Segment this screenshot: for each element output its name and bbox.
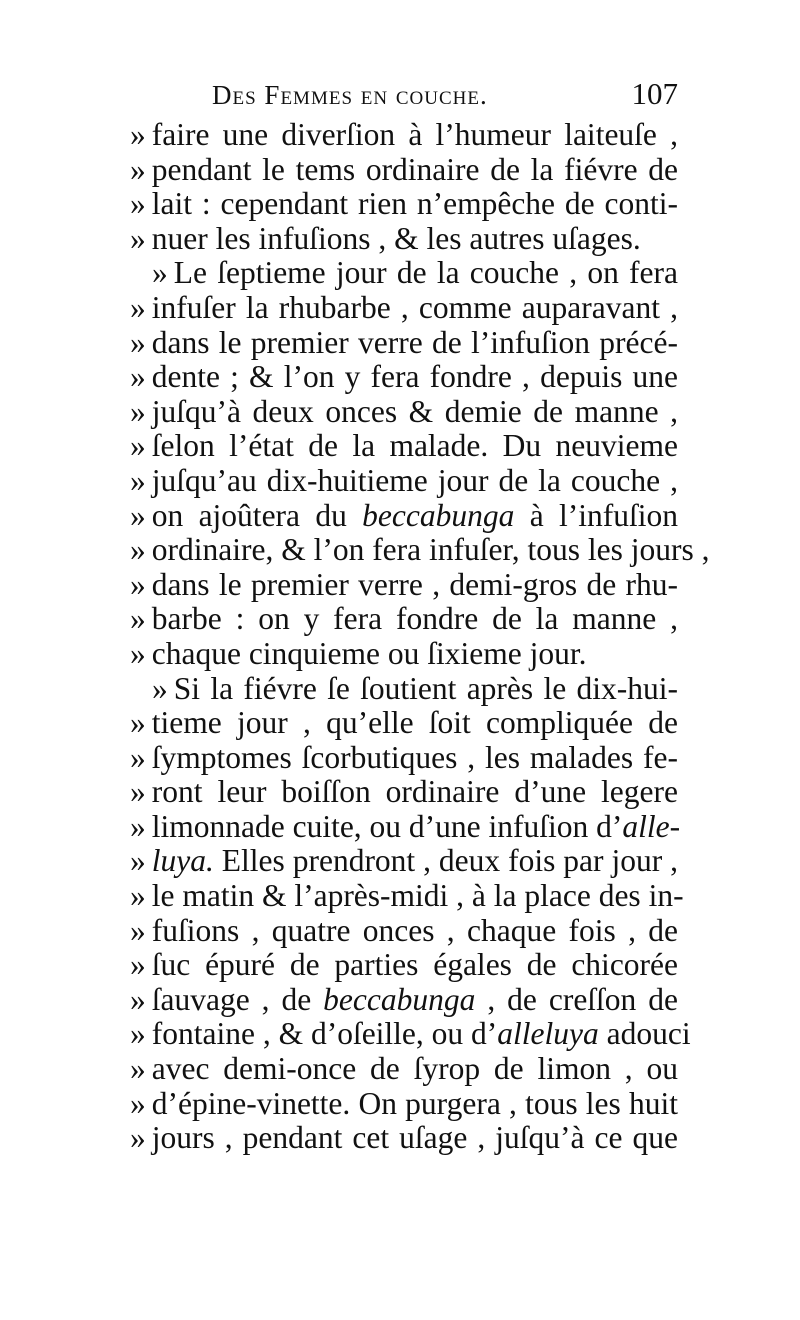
quote-mark: » [130,117,146,152]
line-text: chaque cinquieme ou ſixieme jour. [151,635,587,671]
text-line [130,326,678,361]
line-text: infuſer la rhubarbe , comme auparavant , [151,289,678,325]
quote-mark: » [130,1016,146,1052]
line-text: ront leur boiſſon ordinaire d’une legere [151,774,678,810]
line-text: limonnade cuite, ou d’une infuſion d’ [151,808,623,844]
text-line [130,983,678,1018]
quote-mark: » [130,601,146,637]
line-text: juſqu’au dix-huitieme jour de la couche , [151,462,678,498]
line-text: ordinaire, & l’on fera infuſer, tous les jours , [151,532,710,568]
quote-mark: » [130,912,146,948]
italic-text: alleluya [497,1016,599,1052]
text-line [130,741,678,776]
quote-mark: » [130,774,146,810]
line-text: ſymptomes ſcorbutiques , les malades fe- [151,739,678,775]
running-title: Des Femmes en couche. [212,80,488,110]
text-line [130,602,678,637]
italic-text: beccabunga [323,981,476,1017]
quote-mark: » [130,186,146,222]
text-line [130,256,678,291]
text-line [130,187,678,222]
line-text: fuſions , quatre onces , chaque fois , de [151,912,678,948]
line-text: avec demi-once de ſyrop de limon , ou [151,1051,678,1087]
text-line [130,360,678,395]
quote-mark: » [130,808,146,844]
text-line [130,948,678,983]
quote-mark: » [130,393,146,429]
quote-mark: » [130,324,146,360]
text-line [130,878,684,914]
text-line [130,118,678,153]
line-text: Elles prendront , deux fois par jour , [213,843,678,879]
quote-mark: » [130,151,146,187]
text-line [130,1052,678,1087]
text-line [130,775,678,810]
line-text: fontaine , & d’oſeille, ou d’ [151,1016,498,1052]
line-text: nuer les infuſions , & les autres uſages. [151,220,641,256]
text-line [130,222,678,257]
line-text: d’épine-vinette. On purgera , tous les huit [151,1085,678,1121]
line-text: tieme jour , qu’elle ſoit compliquée de [151,705,678,741]
quote-mark: » [130,1120,146,1156]
text-line [130,914,678,949]
line-text: à l’infuſion [514,497,678,533]
line-text: faire une diverſion à l’humeur laiteuſe , [151,117,678,152]
italic-text: luya. [151,843,214,879]
line-text: le matin & l’après-midi , à la place des in- [151,878,684,914]
quote-mark: » [130,497,146,533]
line-text: dans le premier verre de l’infuſion précé- [151,324,678,360]
line-text: , de creſſon de [475,981,678,1017]
quote-mark: » [152,670,168,706]
quote-mark: » [130,428,146,464]
line-text: ſuc épuré de parties égales de chicorée [151,947,678,983]
text-line [130,1016,691,1052]
quote-mark: » [130,1051,146,1087]
line-text: lait : cependant rien n’empêche de conti- [151,186,678,222]
text-line [130,464,678,499]
quote-mark: » [130,1085,146,1121]
text-line [130,844,678,879]
text-line [130,291,678,326]
quote-mark: » [130,220,146,256]
running-head [212,76,678,116]
quote-mark: » [130,705,146,741]
italic-text: alle- [622,808,681,844]
quote-mark: » [130,532,146,568]
line-text: dente ; & l’on y fera fondre , depuis une [151,359,678,395]
quote-mark: » [130,359,146,395]
line-text: ſelon l’état de la malade. Du neuvieme [151,428,678,464]
quote-mark: » [130,981,146,1017]
line-text: dans le premier verre , demi-gros de rhu- [151,566,678,602]
line-text: juſqu’à deux onces & demie de manne , [151,393,678,429]
quote-mark: » [130,843,146,879]
text-line [130,568,678,603]
quote-mark: » [130,635,146,671]
italic-text: beccabunga [362,497,515,533]
quote-mark: » [130,739,146,775]
text-line [130,429,678,464]
quote-mark: » [130,947,146,983]
line-text: on ajoûtera du [151,497,363,533]
text-line [130,808,681,845]
page-number: 107 [631,76,678,111]
quote-mark: » [130,289,146,325]
line-text: Si la fiévre ſe ſoutient après le dix-hui- [173,670,678,706]
text-line [130,706,678,741]
line-text: ſauvage , de [151,981,324,1017]
quote-mark: » [130,566,146,602]
line-text: adouci [598,1016,691,1052]
line-text: barbe : on y fera fondre de la manne , [151,601,678,637]
quote-mark: » [152,255,168,291]
line-text: jours , pendant cet uſage , juſqu’à ce que [151,1120,678,1156]
quote-mark: » [130,878,146,914]
line-text: Le ſeptieme jour de la couche , on fera [173,255,678,291]
line-text: pendant le tems ordinaire de la fiévre de [151,151,678,187]
body-text [130,117,710,1156]
text-line [130,672,678,707]
text-line [130,1087,678,1122]
text-line [130,395,678,430]
quote-mark: » [130,462,146,498]
text-line [130,1121,678,1156]
text-line [130,499,678,534]
text-line [130,532,710,568]
text-line [130,153,678,188]
text-line [130,637,678,672]
